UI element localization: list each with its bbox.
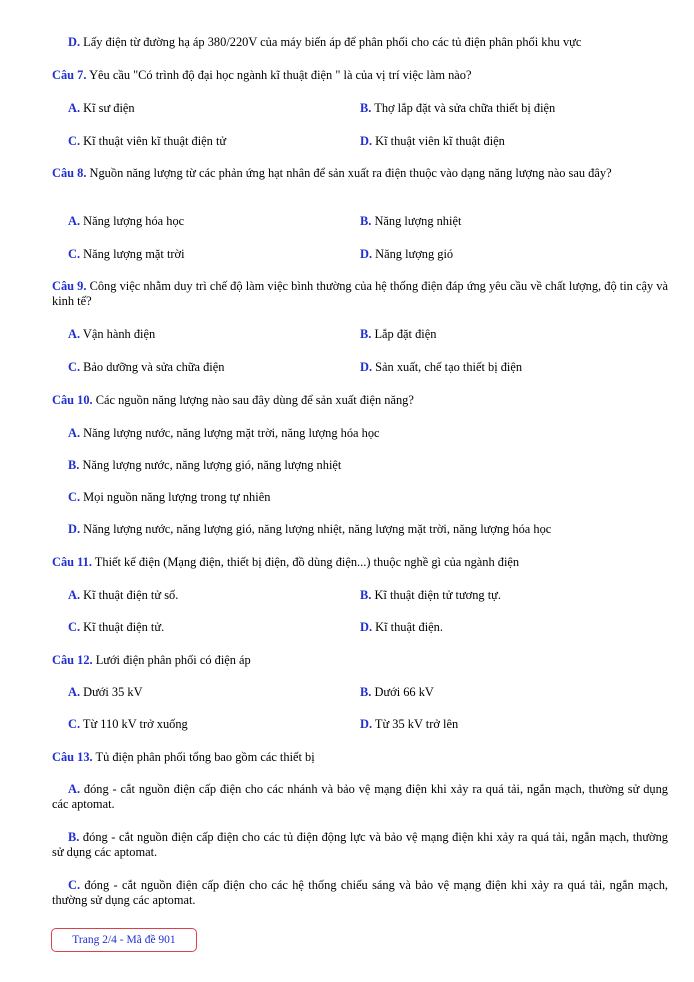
q7-option-d: D. Kĩ thuật viên kĩ thuật điện (360, 134, 505, 148)
q10-option-b: B. Năng lượng nước, năng lượng gió, năng lượng nhiệt (68, 458, 342, 472)
q8-question: Câu 8. Nguồn năng lượng từ các phản ứng hạt nhân để sản xuất ra điện thuộc vào dạng năng lượng nào sau đây? (52, 166, 612, 180)
q11-question: Câu 11. Thiết kế điện (Mạng điện, thiết bị điện, đồ dùng điện...) thuộc nghề gì của ngành điện (52, 555, 520, 569)
q9-option-c: C. Bảo dưỡng và sửa chữa điện (68, 360, 225, 374)
q10-option-c: C. Mọi nguồn năng lượng trong tự nhiên (68, 490, 271, 504)
q11-option-c: C. Kĩ thuật điện tử. (68, 620, 165, 634)
q7-option-a: A. Kĩ sư điện (68, 101, 135, 115)
q13-question: Câu 13. Tủ điện phân phối tổng bao gồm các thiết bị (52, 750, 315, 764)
q10-option-a: A. Năng lượng nước, năng lượng mặt trời, năng lượng hóa học (68, 426, 380, 440)
q9-option-d: D. Sản xuất, chế tạo thiết bị điện (360, 360, 523, 374)
q12-option-b: B. Dưới 66 kV (360, 685, 434, 699)
q11-option-d: D. Kĩ thuật điện. (360, 620, 443, 634)
q12-question: Câu 12. Lưới điện phân phối có điện áp (52, 653, 251, 667)
q9-option-a: A. Vận hành điện (68, 327, 156, 341)
q13-option-a: A. đóng - cắt nguồn điện cấp điện cho các nhánh và bảo vệ mạng điện khi xảy ra quá tải, ngắn mạch, thường sử dụng các aptomat. (52, 782, 668, 811)
q12-option-c: C. Từ 110 kV trở xuống (68, 717, 188, 731)
q8-option-d: D. Năng lượng gió (360, 247, 454, 261)
q9-option-b: B. Lắp đặt điện (360, 327, 437, 341)
q8-option-b: B. Năng lượng nhiệt (360, 214, 462, 228)
page-footer-badge: Trang 2/4 - Mã đề 901 (51, 928, 197, 952)
q13-option-c: C. đóng - cắt nguồn điện cấp điện cho các hệ thống chiếu sáng và bảo vệ mạng điện khi xảy ra quá tải, ngắn mạch, thường sử dụng các aptomat. (52, 878, 668, 907)
q13-option-b: B. đóng - cắt nguồn điện cấp điện cho các tủ điện động lực và bảo vệ mạng điện khi xảy ra quá tải, ngắn mạch, thường sử dụng các aptomat. (52, 830, 668, 859)
q6-option-d: D. Lấy điện từ đường hạ áp 380/220V của máy biến áp để phân phối cho các tủ điện phân phối khu vực (68, 35, 582, 49)
q8-option-c: C. Năng lượng mặt trời (68, 247, 185, 261)
q7-option-c: C. Kĩ thuật viên kĩ thuật điện tử (68, 134, 227, 148)
q12-option-a: A. Dưới 35 kV (68, 685, 143, 699)
q7-question: Câu 7. Yêu cầu "Có trình độ đại học ngành kĩ thuật điện " là của vị trí việc làm nào? (52, 68, 472, 82)
q11-option-a: A. Kĩ thuật điện tử số. (68, 588, 179, 602)
q9-question: Câu 9. Công việc nhằm duy trì chế độ làm việc bình thường của hệ thống điện đáp ứng yêu cầu về chất lượng, độ tin cậy và kinh tế? (52, 279, 668, 308)
q8-option-a: A. Năng lượng hóa học (68, 214, 185, 228)
q10-option-d: D. Năng lượng nước, năng lượng gió, năng lượng nhiệt, năng lượng mặt trời, năng lượng hóa học (68, 522, 552, 536)
q10-question: Câu 10. Các nguồn năng lượng nào sau đây dùng để sản xuất điện năng? (52, 393, 414, 407)
q12-option-d: D. Từ 35 kV trở lên (360, 717, 459, 731)
q11-option-b: B. Kĩ thuật điện tử tương tự. (360, 588, 501, 602)
q7-option-b: B. Thợ lắp đặt và sửa chữa thiết bị điện (360, 101, 556, 115)
